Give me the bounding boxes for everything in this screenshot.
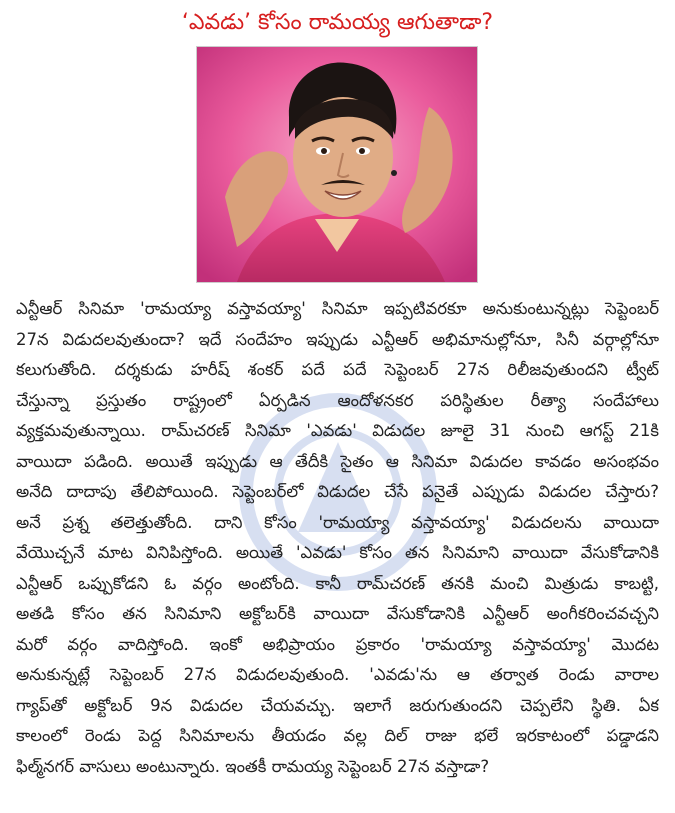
- article-paragraph-line: చేస్తున్నా ప్రస్తుతం రాష్ట్రంలో ఏర్పడిన ఆందోళనకర పరిస్థితుల రీత్యా సందేహాలు: [16, 390, 659, 410]
- actor-portrait-image: [197, 47, 477, 282]
- article-paragraph-line: అనుకున్నట్లే సెప్టెంబర్ 27న విడుదలవుతుంది. 'ఎవడు'ను ఆ తర్వాత రెండు వారాల: [16, 665, 659, 684]
- article-paragraph-line: ఫిల్మ్‌నగర్ వాసులు అంటున్నారు. ఇంతకీ రామయ్య సెప్టెంబర్ 27న వస్తాడా?: [16, 756, 490, 776]
- article-paragraph-line: ఎన్టీఆర్ సినిమా 'రామయ్యా వస్తావయ్యా' సినిమా ఇప్పటివరకూ అనుకుంటున్నట్లు సెప్టెంబర్: [16, 299, 659, 318]
- article-paragraph-line: వాయిదా పడింది. అయితే ఇప్పుడు ఆ తేదీకి సైతం ఆ సినిమా విడుదల కావడం అసంభవం: [16, 451, 659, 471]
- article-paragraph-line: వ్యక్తమవుతున్నాయి. రామ్‌చరణ్ సినిమా 'ఎవడు' విడుదల జూలై 31 నుంచి ఆగస్ట్ 21కి: [16, 421, 659, 440]
- article-paragraph-line: వేయొచ్చనే మాట వినిపిస్తోంది. అయితే 'ఎవడు' కోసం తన సినిమాని వాయిదా వేసుకోడానికి: [16, 543, 659, 562]
- article-paragraph-line: ఎన్టీఆర్ ఒప్పుకోడని ఓ వర్గం అంటోంది. కానీ రామ్‌చరణ్ తనకి మంచి మిత్రుడు కాబట్టి,: [16, 573, 659, 593]
- article-paragraph-line: గ్యాప్‌తో అక్టోబర్ 9న విడుదల చేయవచ్చు. ఇలాగే జరుగుతుందని చెప్పలేని స్థితి. ఏక: [16, 695, 659, 715]
- article-paragraph-line: అనే ప్రశ్న తలెత్తుతోంది. దాని కోసం 'రామయ్యా వస్తావయ్యా' విడుదలను వాయిదా: [16, 512, 659, 532]
- article-paragraph-line: కాలంలో రెండు పెద్ద సినిమాలను తీయడం వల్ల దిల్ రాజు భలే ఇరకాటంలో పడ్డాడని: [16, 726, 659, 745]
- article-paragraph-line: అనేది దాదాపు తేలిపోయింది. సెప్టెంబర్‌లో విడుదల చేసే పనైతే ఎప్పుడు విడుదల చేస్తారు?: [16, 482, 659, 501]
- article-photo: [196, 46, 478, 283]
- article-paragraph-line: మరో వర్గం వాదిస్తోంది. ఇంకో అభిప్రాయం ప్రకారం 'రామయ్యా వస్తావయ్యా' మొదట: [16, 634, 659, 654]
- article-paragraph-line: అతడి కోసం తన సినిమాని అక్టోబర్‌కి వాయిదా వేసుకోడానికి ఎన్టీఆర్ అంగీకరించవచ్చని: [16, 604, 659, 623]
- article-paragraph-line: 27న విడుదలవుతుందా? ఇదే సందేహం ఇప్పుడు ఎన్టీఆర్ అభిమానుల్లోనూ, సినీ వర్గాల్లోనూ: [16, 329, 659, 349]
- article-body: [16, 294, 659, 782]
- article-title: ‘ఎవడు’ కోసం రామయ్య ఆగుతాడా?: [181, 10, 494, 35]
- article-paragraph-line: కలుగుతోంది. దర్శకుడు హరీష్ శంకర్ పదే పదే సెప్టెంబర్ 27న రిలీజవుతుందని ట్వీట్: [16, 360, 659, 379]
